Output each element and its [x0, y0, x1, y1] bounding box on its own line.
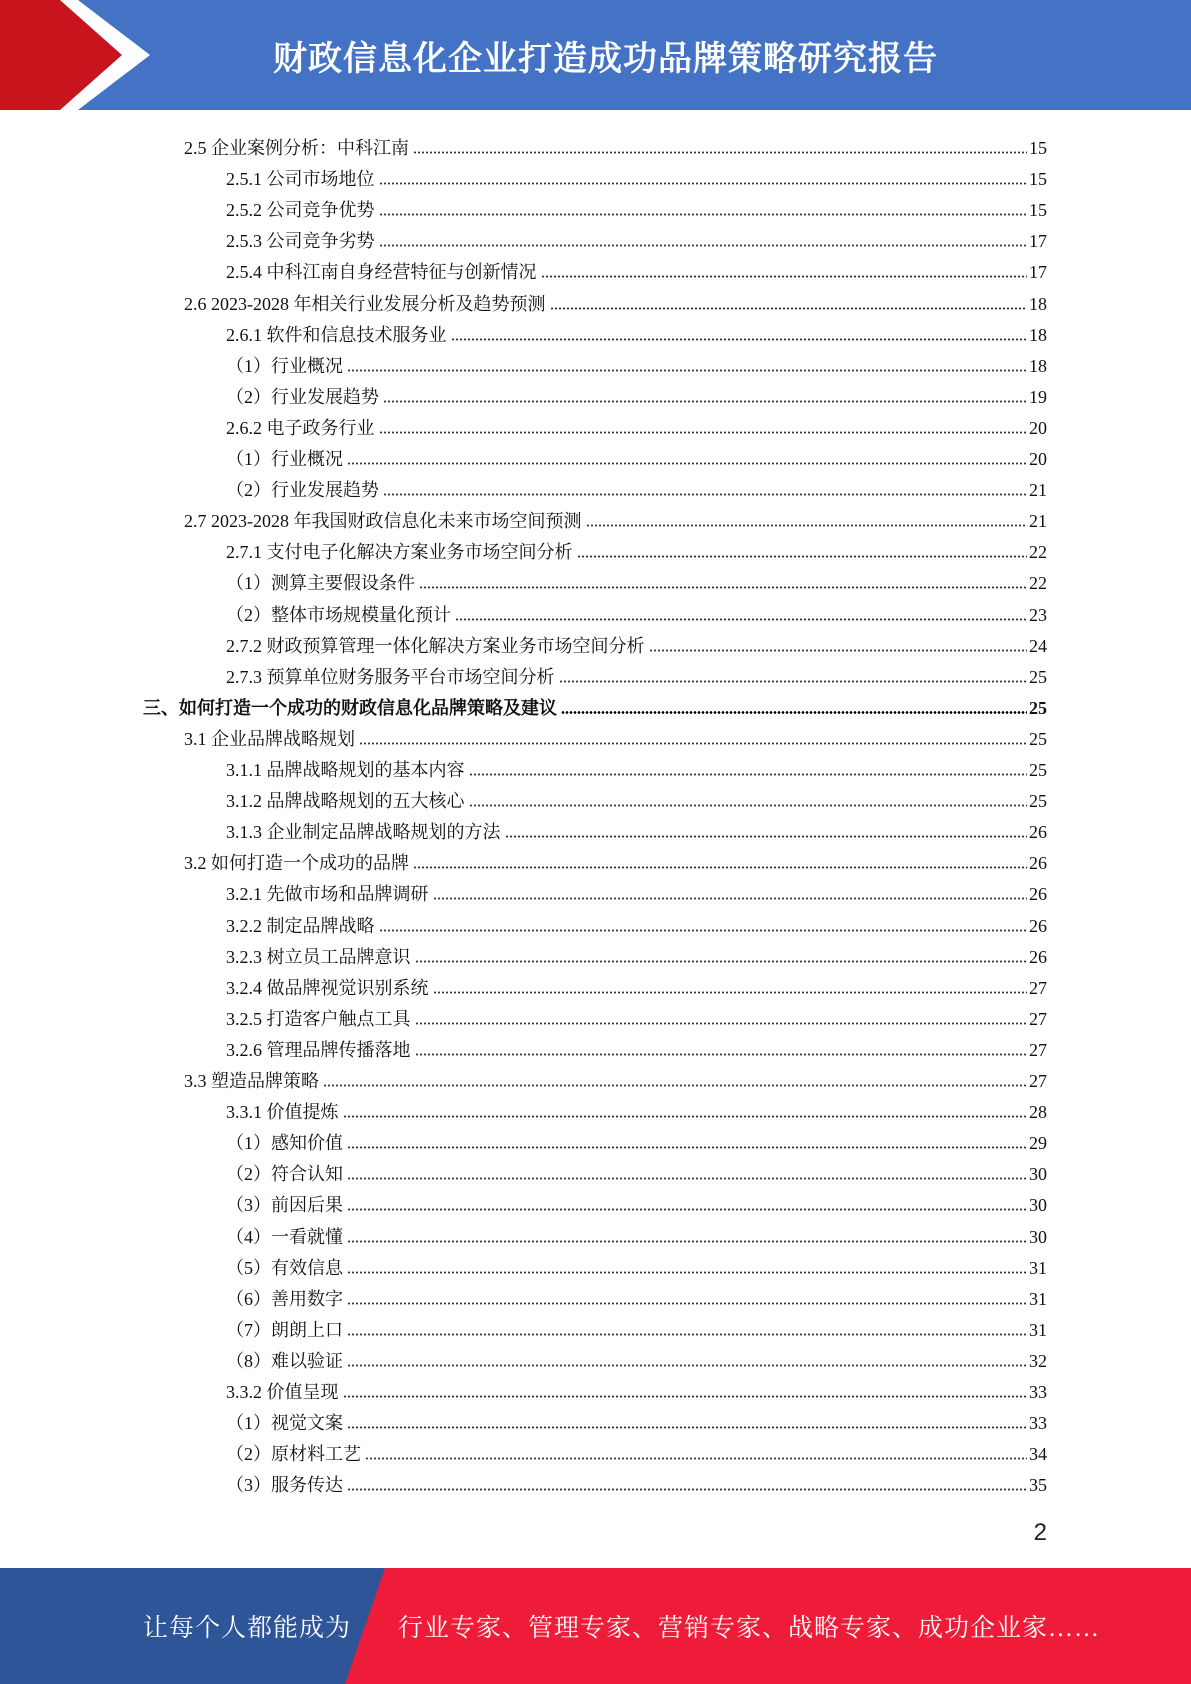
toc-entry[interactable]	[226, 190, 1047, 221]
toc-entry-title: （1）行业概况	[226, 355, 343, 376]
toc-dot-leader	[559, 680, 1028, 683]
toc-entry-title: 3.2.5 打造客户触点工具	[226, 1008, 411, 1029]
toc-entry-title: 2.5 企业案例分析：中科江南	[184, 138, 409, 158]
toc-entry[interactable]	[226, 439, 1047, 470]
toc-dot-leader	[347, 1426, 1027, 1429]
toc-dot-leader	[347, 1302, 1027, 1305]
toc-entry[interactable]	[226, 1154, 1047, 1185]
toc-dot-leader	[586, 524, 1028, 527]
toc-dot-leader	[469, 773, 1028, 776]
toc-entry-title: （8）难以验证	[226, 1350, 343, 1371]
toc-entry-page: 26	[1029, 822, 1047, 843]
toc-entry-page: 28	[1029, 1102, 1047, 1123]
toc-dot-leader	[649, 649, 1028, 652]
toc-entry-page: 15	[1029, 200, 1047, 221]
toc-entry-title: 3.1 企业品牌战略规划	[184, 728, 355, 749]
toc-entry-page: 18	[1029, 293, 1047, 314]
toc-dot-leader	[577, 555, 1028, 558]
toc-entry-page: 21	[1029, 480, 1047, 501]
toc-entry-page: 21	[1029, 511, 1047, 532]
toc-dot-leader	[415, 1022, 1028, 1025]
toc-entry-page: 31	[1029, 1288, 1047, 1309]
toc-entry-page: 31	[1029, 1257, 1047, 1278]
toc-entry-title: （2）原材料工艺	[226, 1444, 361, 1465]
toc-entry[interactable]	[226, 1030, 1047, 1061]
toc-entry-page: 15	[1029, 169, 1047, 190]
toc-entry[interactable]	[226, 812, 1047, 843]
toc-entry-title: （1）视觉文案	[226, 1413, 343, 1434]
toc-entry[interactable]	[226, 750, 1047, 781]
toc-dot-leader	[347, 1271, 1027, 1274]
toc-entry-title: 2.7 2023-2028 年我国财政信息化未来市场空间预测	[184, 511, 582, 532]
toc-entry-title: （2）行业发展趋势	[226, 386, 379, 407]
toc-entry[interactable]	[184, 128, 1047, 159]
toc-entry-page: 27	[1029, 1071, 1047, 1091]
toc-dot-leader	[541, 275, 1028, 278]
toc-dot-leader	[347, 1488, 1027, 1491]
toc-dot-leader	[383, 400, 1027, 403]
toc-dot-leader	[379, 431, 1028, 434]
toc-entry-page: 33	[1029, 1413, 1047, 1434]
page-number: 2	[1033, 1519, 1047, 1546]
toc-entry-page: 27	[1029, 1039, 1047, 1060]
toc-entry-title: （6）善用数字	[226, 1288, 343, 1309]
toc-entry-page: 25	[1029, 697, 1047, 718]
toc-entry-page: 25	[1029, 666, 1047, 687]
toc-entry-page: 22	[1029, 542, 1047, 563]
toc-entry[interactable]	[226, 1248, 1047, 1279]
toc-entry[interactable]	[226, 1185, 1047, 1216]
toc-entry-title: 3.3.1 价值提炼	[226, 1102, 339, 1123]
toc-entry-page: 34	[1029, 1444, 1047, 1465]
toc-entry[interactable]	[226, 1372, 1047, 1403]
toc-dot-leader	[347, 1177, 1027, 1180]
toc-dot-leader	[347, 1364, 1027, 1367]
toc-entry-page: 25	[1029, 791, 1047, 812]
toc-dot-leader	[347, 1240, 1027, 1243]
toc-entry[interactable]	[226, 999, 1047, 1030]
toc-entry[interactable]	[226, 781, 1047, 812]
toc-dot-leader	[419, 586, 1027, 589]
toc-entry[interactable]	[226, 470, 1047, 501]
toc-entry-page: 20	[1029, 449, 1047, 469]
toc-entry[interactable]	[143, 688, 1047, 719]
toc-entry-page: 30	[1029, 1195, 1047, 1216]
toc-dot-leader	[561, 711, 1027, 714]
toc-entry[interactable]	[226, 532, 1047, 563]
toc-entry-page: 24	[1029, 635, 1047, 656]
toc-entry-title: 2.6.1 软件和信息技术服务业	[226, 324, 447, 345]
toc-entry-title: 2.6.2 电子政务行业	[226, 417, 375, 438]
toc-entry-page: 29	[1029, 1133, 1047, 1154]
footer-banner	[0, 1568, 1191, 1684]
toc-entry[interactable]	[226, 1310, 1047, 1341]
toc-dot-leader	[415, 960, 1028, 963]
toc-entry-title: 3.1.2 品牌战略规划的五大核心	[226, 791, 465, 812]
toc-dot-leader	[347, 1333, 1027, 1336]
toc-entry-title: 2.5.3 公司竞争劣势	[226, 231, 375, 252]
toc-entry-page: 18	[1029, 324, 1047, 345]
toc-entry-title: （3）服务传达	[226, 1475, 343, 1496]
toc-dot-leader	[323, 1084, 1027, 1087]
toc-entry-title: （3）前因后果	[226, 1195, 343, 1216]
toc-entry-page: 26	[1029, 884, 1047, 905]
toc-entry-title: 3.2.6 管理品牌传播落地	[226, 1039, 411, 1060]
toc-entry-title: 3.2.2 制定品牌战略	[226, 915, 375, 936]
toc-entry[interactable]	[226, 408, 1047, 439]
toc-entry-page: 17	[1029, 262, 1047, 283]
toc-entry[interactable]	[226, 595, 1047, 626]
toc-entry-title: 3.1.1 品牌战略规划的基本内容	[226, 760, 465, 780]
toc-entry-title: （5）有效信息	[226, 1257, 343, 1278]
toc-entry-page: 27	[1029, 977, 1047, 998]
toc-entry-page: 30	[1029, 1226, 1047, 1247]
toc-entry[interactable]	[226, 563, 1047, 594]
toc-entry-title: （1）行业概况	[226, 449, 343, 469]
toc-dot-leader	[413, 866, 1027, 869]
toc-entry[interactable]	[226, 1217, 1047, 1248]
toc-dot-leader	[413, 151, 1027, 154]
toc-entry[interactable]	[226, 968, 1047, 999]
toc-entry-title: （2）行业发展趋势	[226, 480, 379, 501]
toc-entry-page: 26	[1029, 853, 1047, 874]
toc-entry[interactable]	[226, 346, 1047, 377]
toc-entry-title: 2.6 2023-2028 年相关行业发展分析及趋势预测	[184, 293, 546, 314]
toc-entry-title: （2）符合认知	[226, 1164, 343, 1185]
toc-entry[interactable]	[226, 1434, 1047, 1465]
toc-entry[interactable]	[184, 719, 1047, 750]
toc-entry-page: 33	[1029, 1382, 1047, 1402]
toc-entry-page: 23	[1029, 604, 1047, 625]
toc-entry-title: 三、如何打造一个成功的财政信息化品牌策略及建议	[143, 697, 557, 718]
toc-dot-leader	[550, 307, 1028, 310]
footer-slogan-right: 行业专家、管理专家、营销专家、战略专家、成功企业家……	[398, 1615, 1101, 1642]
toc-entry[interactable]	[226, 1465, 1047, 1496]
toc-entry[interactable]	[226, 221, 1047, 252]
toc-dot-leader	[359, 742, 1027, 745]
toc-entry-title: 2.5.1 公司市场地位	[226, 169, 375, 190]
toc-entry-page: 20	[1029, 417, 1047, 438]
toc-entry[interactable]	[226, 626, 1047, 657]
toc-entry-title: （1）感知价值	[226, 1133, 343, 1154]
toc-entry-page: 27	[1029, 1008, 1047, 1029]
toc-entry-page: 22	[1029, 573, 1047, 594]
toc-entry[interactable]	[226, 377, 1047, 408]
toc-entry[interactable]	[226, 937, 1047, 968]
toc-entry-page: 32	[1029, 1350, 1047, 1371]
toc-entry-title: （7）朗朗上口	[226, 1319, 343, 1340]
toc-entry[interactable]	[226, 1403, 1047, 1434]
toc-entry-title: 3.3.2 价值呈现	[226, 1382, 339, 1402]
toc-dot-leader	[347, 369, 1027, 372]
toc-dot-leader	[433, 991, 1028, 994]
toc-entry[interactable]	[226, 1279, 1047, 1310]
toc-entry[interactable]	[184, 1061, 1047, 1092]
toc-entry[interactable]	[226, 1341, 1047, 1372]
toc-entry[interactable]	[226, 657, 1047, 688]
toc-entry-title: 3.2 如何打造一个成功的品牌	[184, 853, 409, 874]
toc-dot-leader	[383, 493, 1027, 496]
toc-entry-title: 3.2.1 先做市场和品牌调研	[226, 884, 429, 905]
toc-entry-title: （2）整体市场规模量化预计	[226, 604, 451, 625]
toc-entry[interactable]	[226, 159, 1047, 190]
toc-entry-page: 35	[1029, 1475, 1047, 1496]
toc-dot-leader	[379, 182, 1028, 185]
toc-entry[interactable]	[184, 284, 1047, 315]
toc-dot-leader	[347, 1208, 1027, 1211]
toc-entry-title: 2.7.2 财政预算管理一体化解决方案业务市场空间分析	[226, 635, 645, 656]
toc-dot-leader	[365, 1457, 1027, 1460]
toc-dot-leader	[347, 462, 1027, 465]
toc-entry-page: 25	[1029, 760, 1047, 780]
toc-entry-title: 3.2.4 做品牌视觉识别系统	[226, 977, 429, 998]
toc-dot-leader	[347, 1146, 1027, 1149]
toc-entry-title: 3.2.3 树立员工品牌意识	[226, 946, 411, 967]
toc-entry-title: 2.7.1 支付电子化解决方案业务市场空间分析	[226, 542, 573, 563]
toc-entry-title: （1）测算主要假设条件	[226, 573, 415, 594]
toc-dot-leader	[343, 1395, 1028, 1398]
toc-dot-leader	[451, 338, 1028, 341]
toc-entry[interactable]	[226, 906, 1047, 937]
toc-dot-leader	[469, 804, 1028, 807]
toc-entry[interactable]	[184, 501, 1047, 532]
toc-entry-page: 25	[1029, 728, 1047, 749]
toc-entry[interactable]	[226, 252, 1047, 283]
toc-entry-page: 17	[1029, 231, 1047, 252]
toc-entry-title: 2.7.3 预算单位财务服务平台市场空间分析	[226, 666, 555, 687]
toc-dot-leader	[379, 244, 1028, 247]
toc-entry-page: 26	[1029, 915, 1047, 936]
toc-entry-title: （4）一看就懂	[226, 1226, 343, 1247]
toc-entry-title: 3.3 塑造品牌策略	[184, 1071, 319, 1091]
toc-entry[interactable]	[226, 1123, 1047, 1154]
footer-slogan-left: 让每个人都能成为	[143, 1615, 352, 1642]
toc-entry-page: 30	[1029, 1164, 1047, 1185]
header-band	[0, 0, 1191, 110]
toc-dot-leader	[415, 1053, 1028, 1056]
document-title: 财政信息化企业打造成功品牌策略研究报告	[273, 38, 938, 79]
toc-entry-page: 31	[1029, 1319, 1047, 1340]
toc-dot-leader	[433, 897, 1028, 900]
toc-entry[interactable]	[226, 1092, 1047, 1123]
toc-entry-title: 2.5.2 公司竞争优势	[226, 200, 375, 221]
toc-entry-title: 3.1.3 企业制定品牌战略规划的方法	[226, 822, 501, 843]
toc-entry[interactable]	[226, 315, 1047, 346]
toc-dot-leader	[343, 1115, 1028, 1118]
toc-entry[interactable]	[184, 843, 1047, 874]
toc-dot-leader	[379, 213, 1028, 216]
toc-entry-title: 2.5.4 中科江南自身经营特征与创新情况	[226, 262, 537, 283]
toc-dot-leader	[505, 835, 1028, 838]
toc-dot-leader	[455, 618, 1027, 621]
toc-entry-page: 26	[1029, 946, 1047, 967]
toc-entry-page: 18	[1029, 355, 1047, 376]
toc-dot-leader	[379, 929, 1028, 932]
toc-entry-page: 15	[1029, 138, 1047, 158]
toc-entry-page: 19	[1029, 386, 1047, 407]
toc-entry[interactable]	[226, 874, 1047, 905]
